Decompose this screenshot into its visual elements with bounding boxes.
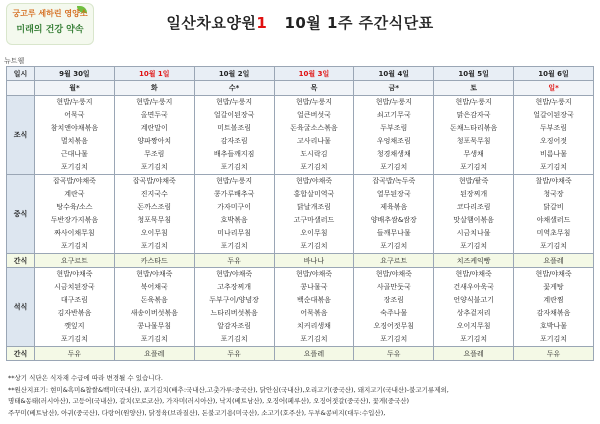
menu-cell [274, 175, 354, 254]
meal-row [7, 96, 594, 175]
snack-cell: 요구르트 [35, 254, 115, 268]
snack-cell: 요구르트 [354, 254, 434, 268]
menu-item: 현밥/누룽지 [295, 98, 333, 106]
menu-item: 깻잎지 [64, 322, 85, 330]
menu-item: 도시락김 [300, 150, 328, 158]
menu-item: 열무된장국 [376, 190, 411, 198]
menu-item: 고구마샐러드 [293, 216, 335, 224]
date-cell: 10월 1일 [114, 67, 194, 81]
menu-cell [114, 268, 194, 347]
menu-item: 언양식불고기 [453, 296, 494, 304]
menu-item: 콩가루배추국 [213, 190, 255, 198]
menu-item: 얼갈이된장국 [213, 111, 255, 119]
menu-item: 감자조림 [220, 137, 248, 145]
menu-cell [434, 96, 514, 175]
menu-item: 양파짱아치 [137, 137, 172, 145]
date-cell: 10월 6일 [514, 67, 594, 81]
weekday-cell: 화 [114, 81, 194, 96]
menu-item: 포기김치 [540, 163, 568, 171]
snack-cell: 요플레 [434, 347, 514, 361]
note-line: **상기 식단은 식자재 수급에 따라 변경될 수 있습니다. [8, 374, 163, 382]
menu-item: 계란말이 [140, 124, 168, 132]
weekday-cell: 목 [274, 81, 354, 96]
menu-cell [514, 268, 594, 347]
menu-item: 닭날개조림 [297, 203, 331, 211]
date-row [7, 67, 594, 81]
menu-item: 포기김치 [220, 242, 248, 250]
menu-cell [354, 268, 434, 347]
menu-item: 포기김치 [300, 163, 328, 171]
menu-item: 현밥/야채죽 [216, 270, 253, 278]
menu-item: 어묵볶음 [300, 309, 328, 317]
weekday-cell: 월* [35, 81, 115, 96]
menu-item: 포기김치 [540, 242, 568, 250]
menu-item: 건새우아욱국 [453, 283, 494, 291]
date-header-label: 일시 [7, 67, 35, 81]
date-cell: 9월 30일 [35, 67, 115, 81]
menu-period: 10월 1주 주간식단표 [284, 14, 434, 32]
menu-item: 돈육볶음 [140, 296, 168, 304]
menu-item: 고추장찌개 [217, 283, 252, 291]
menu-cell [434, 175, 514, 254]
menu-item: 포기김치 [460, 242, 488, 250]
menu-item: 잡곡밥/야채죽 [52, 177, 96, 185]
menu-item: 두부조림 [380, 124, 408, 132]
menu-cell [274, 268, 354, 347]
menu-item: 현밥/누룽지 [56, 98, 93, 106]
menu-item: 미나리무침 [217, 229, 252, 237]
menu-item: 현밥/야채죽 [136, 270, 173, 278]
menu-item: 두반장가지볶음 [50, 216, 99, 224]
menu-item: 닭갈비 [543, 203, 564, 211]
note-line: 주꾸미(베트남산), 아귀(중국산), 다랑어(원양산), 닭정육(브라질산), 돈불고기용(미국산), 소고기(호주산), 두부&콩비지(대두:수입산), [8, 408, 386, 417]
menu-item: 돈채느타리볶음 [449, 124, 498, 132]
snack-cell: 두유 [514, 347, 594, 361]
menu-cell [194, 96, 274, 175]
menu-item: 현밥/야채죽 [375, 270, 412, 278]
menu-item: 현밥/누룽지 [375, 98, 412, 106]
menu-item: 들깨무나물 [376, 229, 411, 237]
menu-item: 계란국 [64, 190, 85, 198]
menu-item: 포기김치 [540, 335, 568, 343]
menu-item: 포기김치 [380, 335, 408, 343]
menu-item: 제육볶음 [380, 203, 408, 211]
menu-item: 현밥/누룽지 [535, 98, 572, 106]
menu-item: 느타리버섯볶음 [210, 309, 258, 317]
menu-item: 오징어젓 [540, 137, 568, 145]
note-line: **원산지표기: 현미&흑미&찹쌀&백미(국내산), 포기김치(배추:국내산,고춧가루:중국산), 닭안심(국내산),오리고기(중국산), 돼지고기(국내산)-불고기류제외, [8, 385, 449, 394]
menu-item: 북어채국 [140, 283, 168, 291]
menu-item: 고사리나물 [297, 137, 331, 145]
menu-item: 시금치나물 [456, 229, 491, 237]
menu-item: 콩나물국 [300, 283, 328, 291]
menu-item: 포기김치 [300, 335, 328, 343]
menu-cell [194, 268, 274, 347]
menu-item: 짜사이채무침 [54, 229, 95, 237]
notes-section [8, 373, 596, 419]
menu-item: 백순대볶음 [297, 296, 331, 304]
menu-item: 오이지무침 [456, 322, 491, 330]
menu-item: 현밥/팥죽 [458, 177, 489, 185]
meal-label: 간식 [7, 347, 35, 361]
date-cell: 10월 3일 [274, 67, 354, 81]
menu-item: 현밥/야채죽 [56, 270, 93, 278]
note-line: 명태&동태(러시아산), 고등어(국내산), 갈치(모로코산), 가자미(러시아산), 낙지(베트남산), 오징어(페루산), 오징어젓갈(중국산), 꽃게(중국산) [8, 397, 410, 405]
facility-number: 1 [256, 14, 268, 32]
menu-item: 계란찜 [543, 296, 564, 304]
snack-row [7, 254, 594, 268]
weekday-cell: 금* [354, 81, 434, 96]
logo-slogan: 궁고루 세하린 영양소 [12, 9, 88, 18]
menu-item: 숙주나물 [380, 309, 408, 317]
menu-item: 현밥/야채죽 [535, 270, 572, 278]
menu-item: 무조림 [144, 150, 165, 158]
menu-item: 배추들깨지짐 [213, 150, 255, 158]
menu-item: 현밥/누룽지 [216, 177, 253, 185]
menu-item: 청경채생채 [376, 150, 411, 158]
snack-cell: 요플레 [114, 347, 194, 361]
menu-item: 참치앤야채볶음 [50, 124, 99, 132]
menu-item: 청국장 [543, 190, 564, 198]
menu-cell [194, 175, 274, 254]
menu-item: 현밥/누룽지 [216, 98, 253, 106]
meal-label: 조식 [7, 96, 35, 175]
menu-item: 포기김치 [220, 335, 248, 343]
weekday-cell: 수* [194, 81, 274, 96]
menu-item: 우엉채조림 [376, 137, 411, 145]
menu-item: 포기김치 [140, 242, 168, 250]
snack-cell: 두유 [194, 254, 274, 268]
menu-item: 콩나물무침 [137, 322, 172, 330]
menu-item: 된장찌개 [460, 190, 488, 198]
snack-cell: 요플레 [274, 347, 354, 361]
menu-item: 비름나물 [540, 150, 568, 158]
menu-item: 청포묵무침 [137, 216, 172, 224]
menu-item: 장조림 [383, 296, 404, 304]
menu-item: 탕수육/소스 [56, 203, 93, 211]
menu-item: 미트볼조림 [217, 124, 252, 132]
menu-item: 호박볶음 [220, 216, 248, 224]
snack-cell: 두유 [194, 347, 274, 361]
menu-item: 포기김치 [300, 242, 328, 250]
weekday-header-label [7, 81, 35, 96]
menu-item: 상추겉저리 [456, 309, 491, 317]
menu-item: 현밥/야채죽 [295, 270, 333, 278]
menu-item: 포기김치 [380, 242, 408, 250]
date-cell: 10월 4일 [354, 67, 434, 81]
menu-item: 맛살햄이볶음 [453, 216, 494, 224]
menu-item: 두부구이/양념장 [209, 296, 259, 304]
menu-item: 근대나물 [60, 150, 88, 158]
menu-cell [354, 96, 434, 175]
meal-label: 석식 [7, 268, 35, 347]
menu-item: 포기김치 [220, 163, 248, 171]
menu-item: 대구조림 [60, 296, 88, 304]
menu-item: 오징어젓무침 [373, 322, 415, 330]
menu-item: 현밥/야채죽 [455, 270, 492, 278]
snack-cell: 두유 [354, 347, 434, 361]
menu-item: 치커리생채 [297, 322, 331, 330]
menu-item: 오이무침 [140, 229, 168, 237]
menu-cell [114, 175, 194, 254]
weekly-menu-table [6, 66, 594, 361]
menu-item: 포기김치 [140, 163, 168, 171]
menu-item: 미역초무침 [536, 229, 571, 237]
menu-item: 꽃게탕 [543, 283, 564, 291]
menu-item: 포기김치 [60, 242, 88, 250]
menu-item: 현밥/야채죽 [295, 177, 333, 185]
menu-cell [35, 268, 115, 347]
menu-item: 돈까스조림 [137, 203, 172, 211]
menu-item: 현밥/누룽지 [136, 98, 173, 106]
page-title [0, 12, 600, 33]
menu-item: 새송이버섯볶음 [130, 309, 178, 317]
date-cell: 10월 5일 [434, 67, 514, 81]
menu-item: 두부조림 [540, 124, 568, 132]
menu-item: 사골만둣국 [376, 283, 411, 291]
snack-cell: 카스타드 [114, 254, 194, 268]
menu-item: 포기김치 [460, 163, 488, 171]
menu-item: 호박나물 [540, 322, 568, 330]
brand-label: 뉴트웰 [4, 57, 25, 65]
menu-item: 멸치볶음 [60, 137, 88, 145]
menu-item: 양배추쌈&쌈장 [370, 216, 417, 224]
menu-cell [514, 96, 594, 175]
snack-row [7, 347, 594, 361]
menu-item: 돈육굴소스볶음 [290, 124, 338, 132]
menu-item: 얼갈이된장국 [533, 111, 574, 119]
menu-item: 무생채 [463, 150, 484, 158]
facility-name: 일산차요양원 [166, 14, 257, 32]
menu-item: 잡곡밥/야채죽 [132, 177, 176, 185]
menu-item: 올면두국 [140, 111, 168, 119]
weekday-row [7, 81, 594, 96]
menu-item: 김자반볶음 [57, 309, 92, 317]
snack-cell: 요플레 [514, 254, 594, 268]
menu-item: 포기김치 [60, 163, 88, 171]
menu-item: 감자채볶음 [536, 309, 571, 317]
menu-cell [434, 268, 514, 347]
menu-item: 포기김치 [380, 163, 408, 171]
menu-item: 현밥/누룽지 [455, 98, 492, 106]
menu-item: 진지국수 [140, 190, 168, 198]
menu-item: 홍합살미역국 [293, 190, 335, 198]
menu-cell [35, 96, 115, 175]
snack-cell: 두유 [35, 347, 115, 361]
menu-cell [514, 175, 594, 254]
logo-tagline: 미래의 건강 약속 [16, 25, 84, 35]
menu-item: 포기김치 [60, 335, 88, 343]
weekday-cell: 일* [514, 81, 594, 96]
snack-cell: 바나나 [274, 254, 354, 268]
menu-cell [114, 96, 194, 175]
menu-item: 야채샐러드 [536, 216, 571, 224]
menu-item: 포기김치 [460, 335, 488, 343]
menu-item: 알감자조림 [217, 322, 252, 330]
weekday-cell: 토 [434, 81, 514, 96]
meal-row [7, 268, 594, 347]
menu-item: 오이무침 [300, 229, 328, 237]
menu-item: 청포묵무침 [456, 137, 491, 145]
menu-item: 가자미구이 [217, 203, 252, 211]
meal-label: 간식 [7, 254, 35, 268]
menu-item: 포기김치 [140, 335, 168, 343]
menu-item: 찰밥/야채죽 [535, 177, 572, 185]
menu-item: 시금치된장국 [54, 283, 95, 291]
menu-cell [354, 175, 434, 254]
snack-cell: 치즈케익빵 [434, 254, 514, 268]
meal-row [7, 175, 594, 254]
meal-label: 중식 [7, 175, 35, 254]
menu-item: 어묵국 [64, 111, 85, 119]
menu-item: 코다리조림 [456, 203, 491, 211]
date-cell: 10월 2일 [194, 67, 274, 81]
menu-item: 쇠고기무국 [376, 111, 411, 119]
menu-cell [35, 175, 115, 254]
menu-cell [274, 96, 354, 175]
menu-item: 잡곡밥/녹두죽 [372, 177, 416, 185]
menu-item: 얼큰버섯국 [297, 111, 331, 119]
menu-item: 맑은감자국 [456, 111, 491, 119]
